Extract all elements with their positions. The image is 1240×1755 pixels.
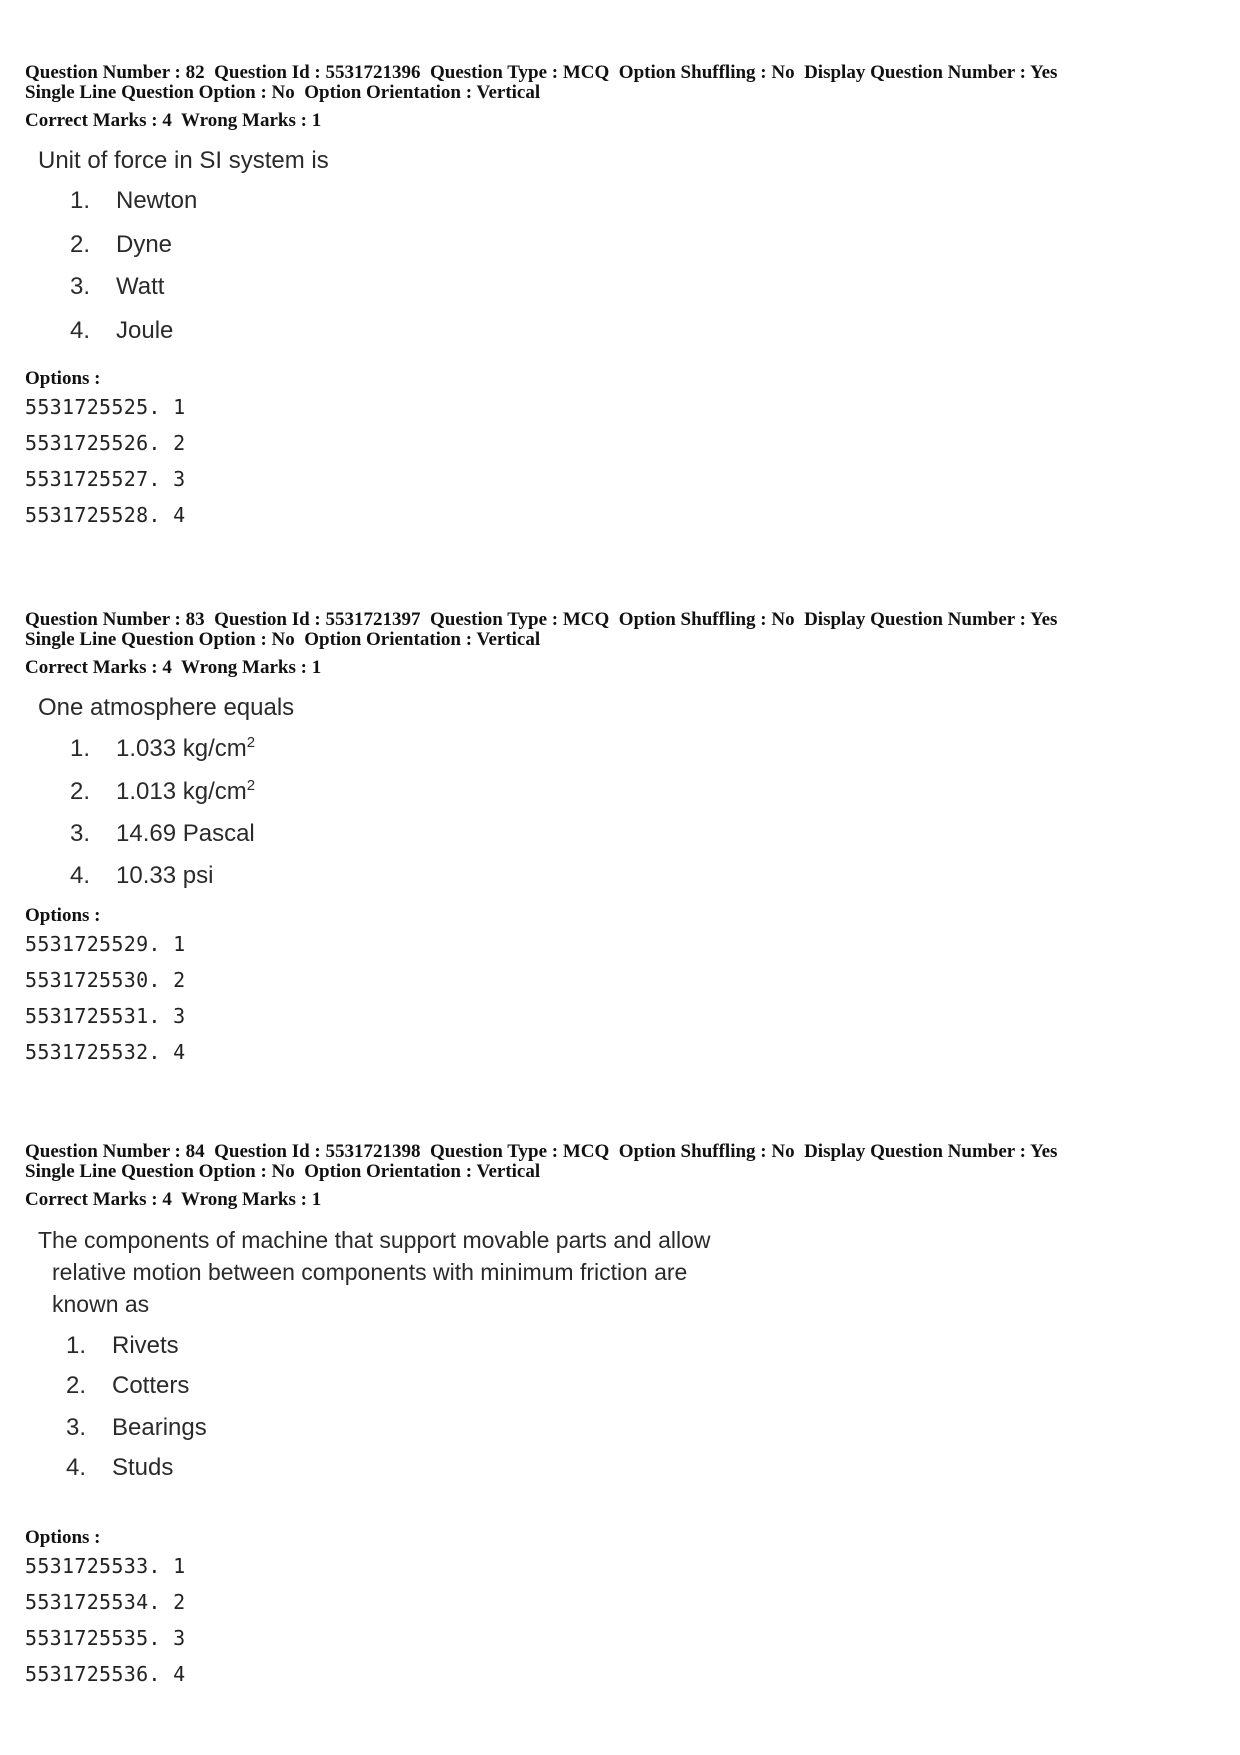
option-id: 5531725528. 4	[25, 503, 186, 527]
option-id: 5531725531. 3	[25, 1004, 186, 1028]
choice-number: 4.	[66, 1454, 87, 1481]
options-label: Options :	[25, 905, 101, 926]
question-text: Unit of force in SI system is	[38, 147, 329, 174]
option-id: 5531725529. 1	[25, 932, 186, 956]
question-image	[38, 692, 1220, 890]
choice-text: Cotters	[112, 1372, 190, 1399]
choice-superscript: 2	[246, 734, 256, 751]
option-id: 5531725526. 2	[25, 431, 186, 455]
choice-item	[70, 317, 1220, 345]
question-text: One atmosphere equals	[38, 694, 295, 721]
choice-text: Newton	[116, 187, 198, 214]
choice-item	[70, 820, 1220, 848]
choice-number: 1.	[66, 1332, 87, 1359]
options-label: Options :	[25, 1527, 101, 1548]
choice-number: 4.	[70, 317, 91, 344]
choice-item	[66, 1414, 1220, 1442]
choice-text: Watt	[116, 273, 165, 300]
choice-text: Joule	[116, 317, 174, 344]
choice-number: 3.	[66, 1414, 87, 1441]
choice-text: 10.33 psi	[116, 862, 214, 889]
question-text	[38, 1224, 758, 1320]
option-id: 5531725525. 1	[25, 395, 186, 419]
question-block-84	[25, 1142, 1220, 1686]
choice-text: Studs	[112, 1454, 174, 1481]
question-meta-line1: Question Number : 84 Question Id : 5531721398 Question Type : MCQ Option Shuffling : No Display Question Number : Yes	[25, 1141, 1058, 1162]
option-id: 5531725535. 3	[25, 1626, 186, 1650]
option-id: 5531725534. 2	[25, 1590, 186, 1614]
question-meta-line1: Question Number : 83 Question Id : 5531721397 Question Type : MCQ Option Shuffling : No Display Question Number : Yes	[25, 609, 1058, 630]
question-meta-line2: Single Line Question Option : No Option Orientation : Vertical	[25, 82, 541, 103]
choice-number: 1.	[70, 735, 91, 762]
choice-text: 1.033 kg/cm	[116, 735, 247, 762]
choice-item	[66, 1454, 1220, 1482]
choice-item	[70, 862, 1220, 890]
choice-superscript: 2	[246, 777, 256, 794]
choice-item	[66, 1332, 1220, 1360]
question-text-line: relative motion between components with minimum friction are	[52, 1259, 688, 1285]
question-text-line: known as	[52, 1291, 150, 1317]
choice-number: 3.	[70, 273, 91, 300]
options-label: Options :	[25, 368, 101, 389]
option-id: 5531725532. 4	[25, 1040, 186, 1064]
choice-item	[70, 777, 1220, 806]
question-marks: Correct Marks : 4 Wrong Marks : 1	[25, 657, 322, 678]
choice-number: 4.	[70, 862, 91, 889]
question-image	[38, 1224, 1220, 1482]
question-meta-line2: Single Line Question Option : No Option Orientation : Vertical	[25, 629, 541, 650]
option-id: 5531725536. 4	[25, 1662, 186, 1686]
question-meta-line2: Single Line Question Option : No Option Orientation : Vertical	[25, 1161, 541, 1182]
choice-item	[70, 734, 1220, 763]
choice-text: Rivets	[112, 1332, 179, 1359]
question-block-82	[25, 63, 1220, 527]
choice-item	[70, 231, 1220, 259]
choice-text: 14.69 Pascal	[116, 820, 255, 847]
choice-number: 1.	[70, 187, 91, 214]
option-id: 5531725530. 2	[25, 968, 186, 992]
choice-text: 1.013 kg/cm	[116, 778, 247, 805]
question-text-line: The components of machine that support movable parts and allow	[38, 1227, 711, 1253]
choice-item	[70, 187, 1220, 215]
choice-text: Bearings	[112, 1414, 207, 1441]
question-image	[38, 145, 1220, 345]
choice-item	[66, 1372, 1220, 1400]
choice-number: 2.	[66, 1372, 87, 1399]
choice-number: 2.	[70, 778, 91, 805]
question-block-83	[25, 610, 1220, 1064]
choice-item	[70, 273, 1220, 301]
question-marks: Correct Marks : 4 Wrong Marks : 1	[25, 1189, 322, 1210]
choice-text: Dyne	[116, 231, 173, 258]
option-id: 5531725533. 1	[25, 1554, 186, 1578]
question-marks: Correct Marks : 4 Wrong Marks : 1	[25, 110, 322, 131]
question-meta-line1: Question Number : 82 Question Id : 5531721396 Question Type : MCQ Option Shuffling : No Display Question Number : Yes	[25, 62, 1058, 83]
choice-number: 2.	[70, 231, 91, 258]
option-id: 5531725527. 3	[25, 467, 186, 491]
choice-number: 3.	[70, 820, 91, 847]
